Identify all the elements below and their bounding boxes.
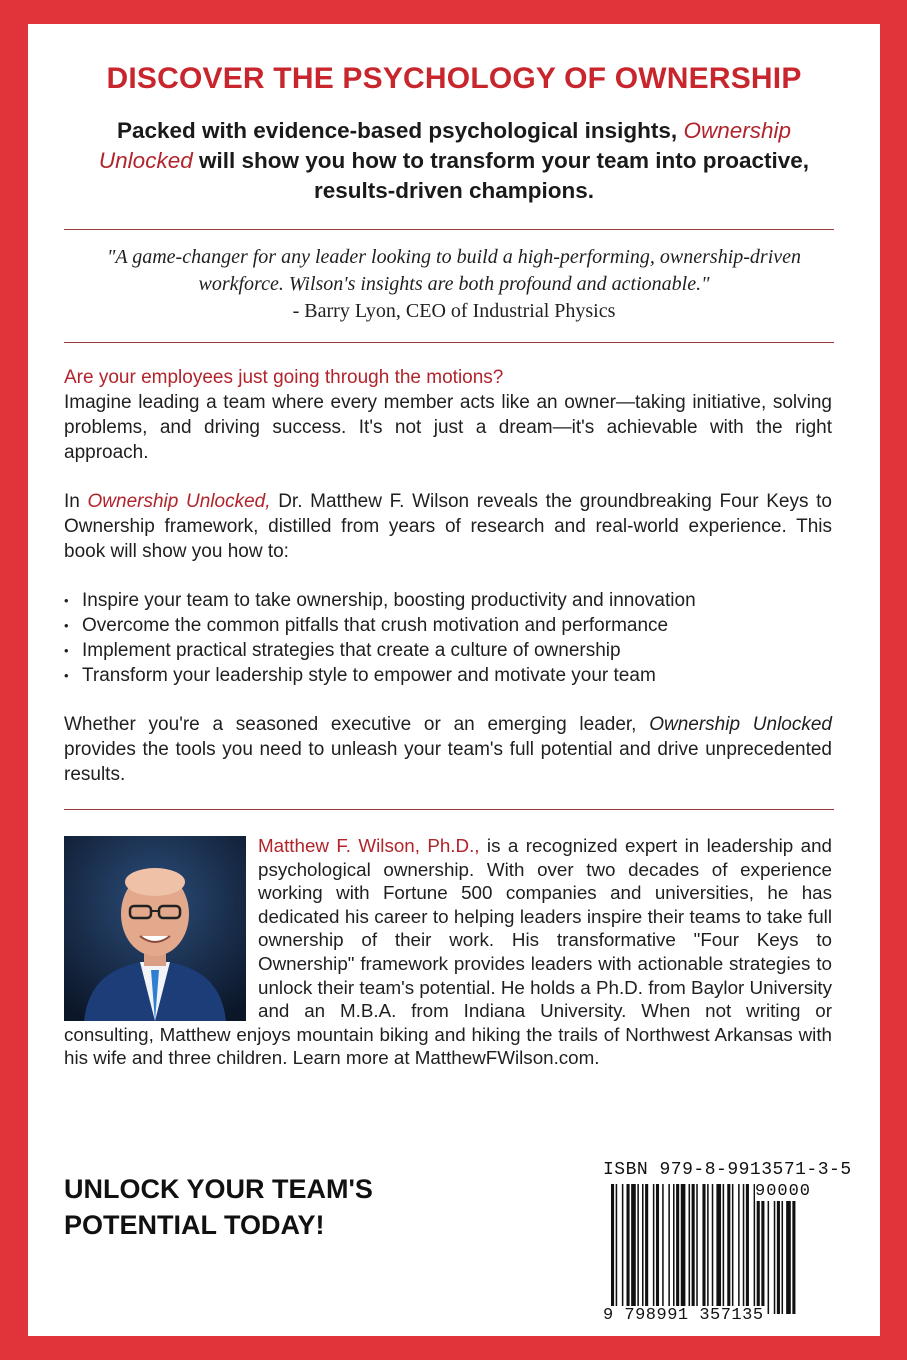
barcode-bar (656, 1184, 659, 1314)
p2-rest: Dr. Matthew F. Wilson reveals the groundbreaking Four Keys to Ownership framework, distilled from years of research and real-world experience. This book will show you how to: (64, 491, 832, 562)
barcode-bar (622, 1184, 624, 1314)
barcode-bar (616, 1184, 618, 1314)
barcode-bar (768, 1184, 770, 1314)
list-item: • Overcome the common pitfalls that crush motivation and performance (64, 613, 832, 638)
barcode-bar (627, 1184, 630, 1314)
barcode-bar (754, 1184, 756, 1314)
p2-prefix: In (64, 491, 88, 512)
divider (64, 809, 834, 810)
barcode-bar (786, 1184, 791, 1314)
barcode-addon: 90000 (755, 1182, 812, 1201)
cta-line-1: UNLOCK YOUR TEAM'S (64, 1174, 373, 1204)
author-name: Matthew F. Wilson, Ph.D., (258, 835, 480, 856)
barcode-bar (696, 1184, 698, 1314)
list-item: • Transform your leadership style to empower and motivate your team (64, 663, 832, 688)
barcode-bar (662, 1184, 664, 1314)
barcode-bar (761, 1184, 764, 1314)
barcode-bar (681, 1184, 686, 1314)
p3-prefix: Whether you're a seasoned executive or an emerging leader, (64, 714, 650, 735)
bio-text: is a recognized expert in leadership and psychological ownership. With over two decades of experience working with Fortune 500 companies and universities, he has dedicated his career to helping leaders inspire their teams to take full ownership of their work. His transformative "Four Keys to Ownership" framework provides leaders with actionable strategies to unlock their team's potential. He holds a Ph.D. from Baylor University and an M.B.A. from Indiana University. When not writing or consulting, Matthew enjoys mountain biking and hiking the trails of Northwest Arkansas with his wife and three children. Learn more at MatthewFWilson.com. (64, 835, 832, 1069)
barcode-bar (668, 1184, 670, 1314)
p2-book-title: Ownership Unlocked, (87, 491, 271, 512)
testimonial (74, 244, 834, 325)
barcode-digits: 9 798991 357135 (603, 1306, 764, 1325)
divider (64, 342, 834, 343)
intro-before: Packed with evidence-based psychological insights, (117, 118, 684, 143)
barcode-bar (732, 1184, 734, 1314)
paragraph-3 (64, 712, 832, 787)
barcode-bar (777, 1184, 780, 1314)
list-item: • Implement practical strategies that create a culture of ownership (64, 638, 832, 663)
barcode-bar (738, 1184, 740, 1314)
description (64, 365, 832, 787)
barcode-bar (746, 1184, 749, 1314)
barcode-bar (653, 1184, 655, 1314)
barcode-bar (645, 1184, 648, 1314)
barcode-bar (611, 1184, 614, 1314)
barcode-bar (716, 1184, 721, 1314)
divider (64, 229, 834, 230)
barcode-bar (727, 1184, 730, 1314)
paragraph-2 (64, 489, 832, 564)
call-to-action (64, 1171, 373, 1243)
barcode-bar (782, 1184, 784, 1314)
barcode-bar (637, 1184, 639, 1314)
cta-line-2: POTENTIAL TODAY! (64, 1210, 325, 1240)
barcode-bar (792, 1184, 795, 1314)
barcode-bar (702, 1184, 705, 1314)
benefit-list (64, 588, 832, 688)
barcode (591, 1156, 853, 1344)
headline: DISCOVER THE PSYCHOLOGY OF OWNERSHIP (106, 62, 802, 95)
barcode-bars (611, 1184, 841, 1314)
barcode-bar (723, 1184, 725, 1314)
barcode-bar (676, 1184, 679, 1314)
paragraph-1: Imagine leading a team where every member acts like an owner—taking initiative, solving problems, and driving success. It's not just a dream—it's achievable with the right approach. (64, 392, 832, 463)
barcode-bar (707, 1184, 709, 1314)
barcode-bar (774, 1184, 776, 1314)
isbn-label: ISBN 979-8-9913571-3-5 (603, 1160, 852, 1180)
barcode-bar (743, 1184, 745, 1314)
p3-book-title: Ownership Unlocked (649, 714, 832, 735)
testimonial-quote: "A game-changer for any leader looking to build a high-performing, ownership-driven workforce. Wilson's insights are both profound and actionable." (106, 246, 802, 295)
intro-after: will show you how to transform your team into proactive, results-driven champions. (192, 148, 810, 203)
barcode-bar (642, 1184, 644, 1314)
back-cover (28, 24, 880, 1336)
list-item: • Inspire your team to take ownership, boosting productivity and innovation (64, 588, 832, 613)
barcode-bar (712, 1184, 714, 1314)
testimonial-attribution: - Barry Lyon, CEO of Industrial Physics (292, 300, 616, 322)
barcode-bar (757, 1184, 760, 1314)
barcode-bar (692, 1184, 695, 1314)
p3-rest: provides the tools you need to unleash your team's full potential and drive unprecedented results. (64, 739, 832, 785)
hook-question: Are your employees just going through the motions? (64, 367, 504, 388)
barcode-bar (689, 1184, 691, 1314)
barcode-bar (631, 1184, 636, 1314)
intro-book-title: Ownership Unlocked (98, 118, 791, 173)
author-bio (64, 834, 832, 1070)
intro-text (88, 116, 820, 206)
barcode-bar (673, 1184, 675, 1314)
